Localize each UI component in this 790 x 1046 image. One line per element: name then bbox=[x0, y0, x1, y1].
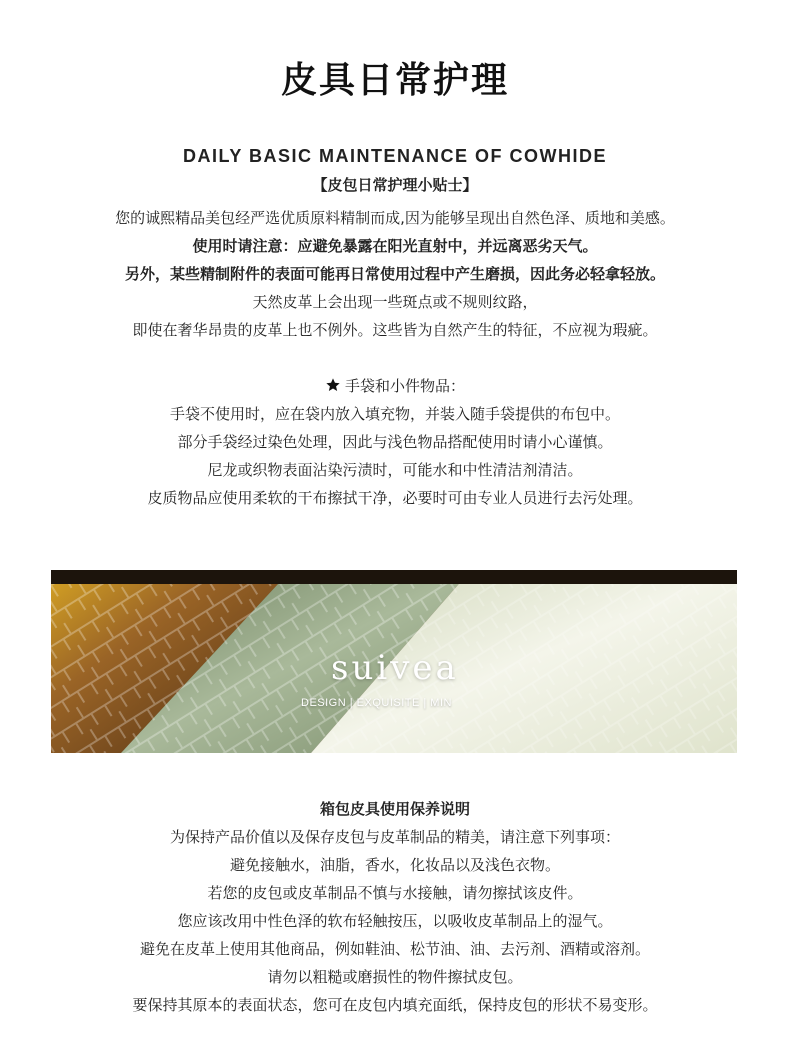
star-icon bbox=[325, 377, 341, 393]
care-line: 请勿以粗糙或磨损性的物件擦拭皮包。 bbox=[267, 968, 523, 986]
care-line: 避免在皮革上使用其他商品，例如鞋油、松节油、油、去污剂、酒精或溶剂。 bbox=[139, 940, 650, 958]
bag-section bbox=[0, 372, 790, 512]
care-section bbox=[0, 795, 790, 1019]
bag-line: 尼龙或织物表面沾染污渍时，可能水和中性清洁剂清洁。 bbox=[207, 461, 583, 479]
bag-line: 手袋不使用时，应在袋内放入填充物，并装入随手袋提供的布包中。 bbox=[169, 405, 620, 423]
care-line: 要保持其原本的表面状态，您可在皮包内填充面纸，保持皮包的形状不易变形。 bbox=[132, 996, 658, 1014]
intro-line: 天然皮革上会出现一些斑点或不规则纹路， bbox=[252, 293, 538, 311]
bag-line: 部分手袋经过染色处理，因此与浅色物品搭配使用时请小心谨慎。 bbox=[177, 433, 613, 451]
intro-line-warning: 使用时请注意：应避免暴露在阳光直射中，并远离恶劣天气。 bbox=[192, 237, 598, 255]
brand-logo-text: suivea bbox=[331, 648, 459, 688]
leather-banner-image bbox=[51, 570, 737, 753]
intro-section bbox=[0, 204, 790, 344]
bag-line: 皮质物品应使用柔软的干布擦拭干净，必要时可由专业人员进行去污处理。 bbox=[147, 489, 643, 507]
subtitle-english: DAILY BASIC MAINTENANCE OF COWHIDE bbox=[182, 146, 608, 166]
subtitle-chinese: 【皮包日常护理小贴士】 bbox=[312, 176, 478, 194]
bag-heading-text: 手袋和小件物品： bbox=[344, 377, 465, 395]
intro-line: 您的诚熙精品美包经严选优质原料精制而成,因为能够呈现出自然色泽、质地和美感。 bbox=[115, 209, 675, 227]
care-section-heading: 箱包皮具使用保养说明 bbox=[319, 800, 470, 818]
brand-tagline: DESIGN | EXQUISITE | MIN bbox=[301, 697, 452, 709]
intro-line-warning: 另外，某些精制附件的表面可能再日常使用过程中产生磨损，因此务必轻拿轻放。 bbox=[124, 265, 665, 283]
care-line: 您应该改用中性色泽的软布轻触按压，以吸收皮革制品上的湿气。 bbox=[177, 912, 613, 930]
care-line: 若您的皮包或皮革制品不慎与水接触，请勿擦拭该皮件。 bbox=[207, 884, 583, 902]
page-title: 皮具日常护理 bbox=[280, 60, 509, 101]
care-line: 为保持产品价值以及保存皮包与皮革制品的精美，请注意下列事项： bbox=[169, 828, 620, 846]
bag-section-heading bbox=[0, 372, 790, 400]
intro-line: 即使在奢华昂贵的皮革上也不例外。这些皆为自然产生的特征，不应视为瑕疵。 bbox=[132, 321, 658, 339]
care-line: 避免接触水，油脂，香水，化妆品以及浅色衣物。 bbox=[229, 856, 560, 874]
